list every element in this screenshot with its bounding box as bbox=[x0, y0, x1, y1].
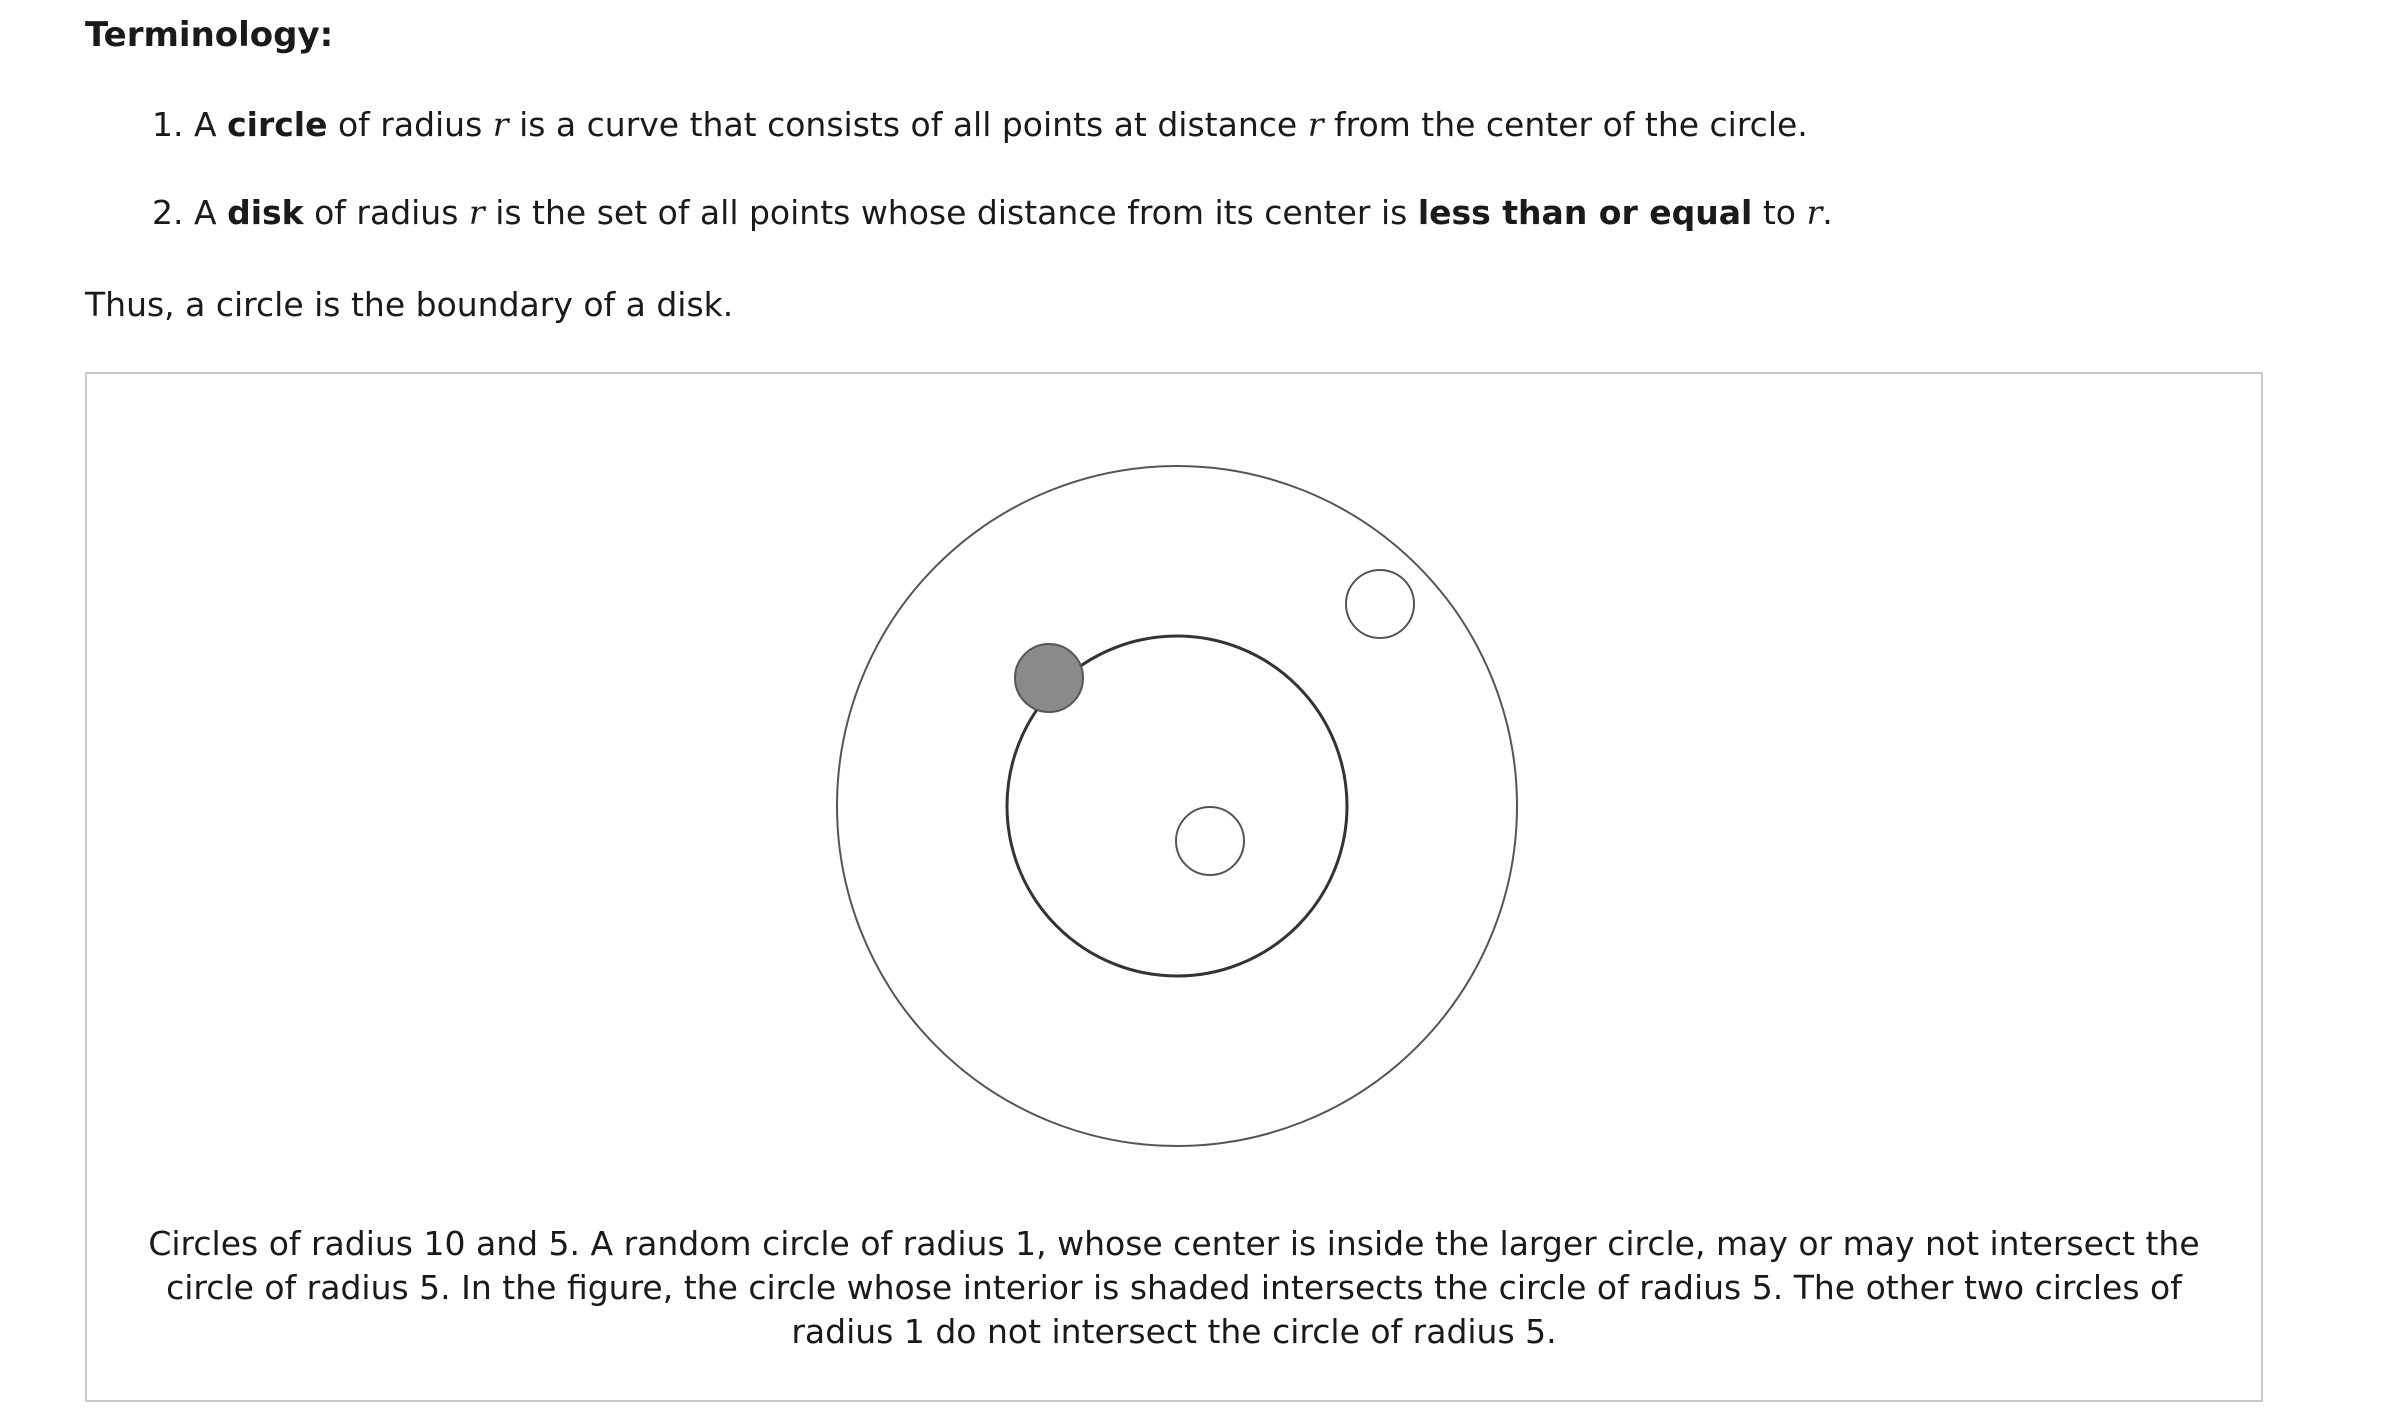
radius-variable: r bbox=[1806, 193, 1823, 232]
definition-text: of radius bbox=[314, 193, 459, 232]
definition-text: to bbox=[1762, 193, 1796, 232]
figure-caption: Circles of radius 10 and 5. A random circle of radius 1, whose center is inside the larger circle, may or may not intersect the circle of radius 5. In the figure, the circle whose interior is shaded intersects the circle of radius 5. The other two circles of radius 1 do not intersect the circle of radius 5. bbox=[148, 1224, 2200, 1351]
definition-text: is a curve that consists of all points at distance bbox=[519, 105, 1298, 144]
definition-number: 1. bbox=[152, 105, 184, 144]
definition-end: . bbox=[1822, 193, 1833, 232]
definition-disk bbox=[152, 188, 1833, 238]
radius-variable: r bbox=[1307, 105, 1324, 144]
radius-variable: r bbox=[492, 105, 509, 144]
page-title: Terminology: bbox=[85, 15, 334, 55]
definition-text: is the set of all points whose distance from its center is bbox=[495, 193, 1408, 232]
figure-box bbox=[85, 372, 2263, 1402]
small-circle-center bbox=[1176, 807, 1244, 875]
small-circle-shaded bbox=[1015, 644, 1083, 712]
definition-text: from the center of the circle. bbox=[1333, 105, 1808, 144]
definition-text: of radius bbox=[337, 105, 483, 144]
large-circle bbox=[837, 466, 1517, 1146]
definition-article: A bbox=[194, 105, 217, 144]
definition-circle bbox=[152, 100, 1808, 150]
circles-diagram bbox=[87, 374, 2261, 1194]
term-disk: disk bbox=[227, 193, 304, 232]
definition-article: A bbox=[194, 193, 217, 232]
definition-number: 2. bbox=[152, 193, 184, 232]
radius-variable: r bbox=[468, 193, 485, 232]
emphasis-text: less than or equal bbox=[1417, 193, 1753, 232]
small-circle-top-right bbox=[1346, 570, 1414, 638]
summary-text: Thus, a circle is the boundary of a disk. bbox=[85, 285, 734, 324]
term-circle: circle bbox=[227, 105, 328, 144]
